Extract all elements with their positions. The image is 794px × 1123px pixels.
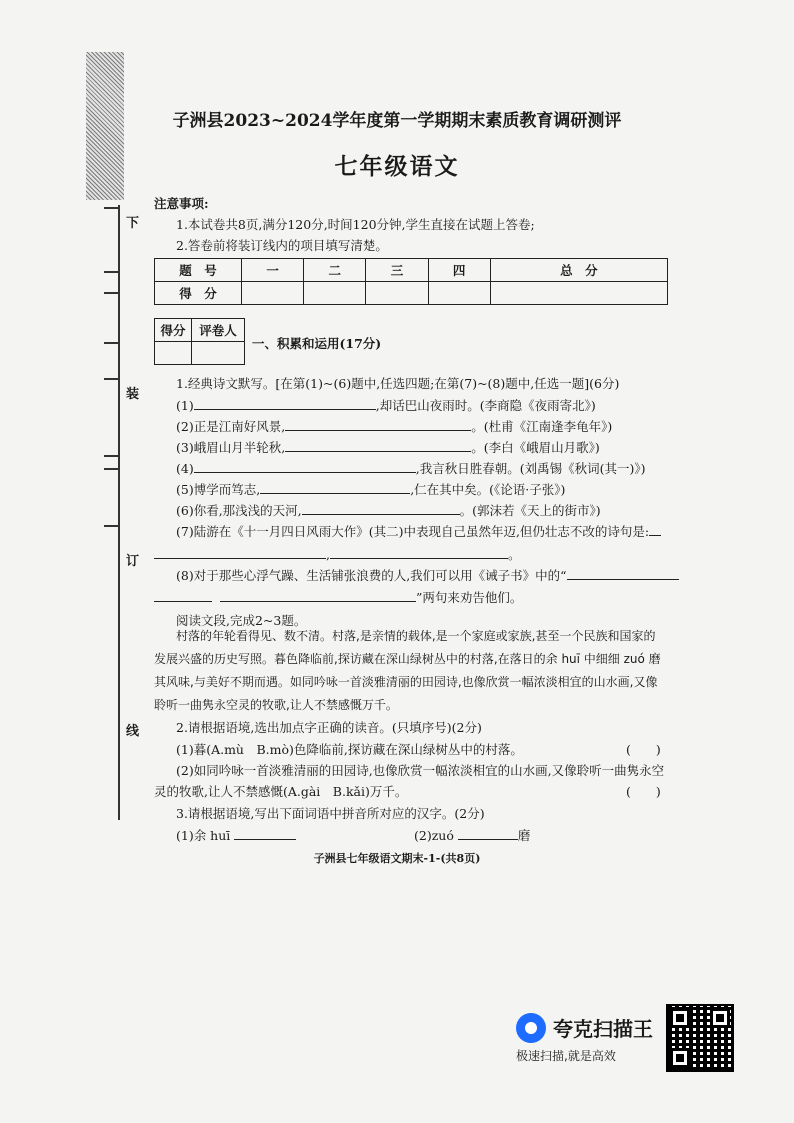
q1-item-7-end: 。 <box>507 547 521 562</box>
q1-item-3-suffix: 。(李白《峨眉山月歌》) <box>471 440 600 455</box>
binding-char-xian: 线 <box>126 724 140 739</box>
notes-heading: 注意事项: <box>154 196 209 211</box>
grader-name-header: 评卷人 <box>192 319 245 342</box>
section-title: 一、积累和运用(17分) <box>252 336 382 351</box>
answer-blank[interactable] <box>649 523 661 536</box>
q2-intro: 2.请根据语境,选出加点字正确的读音。(只填序号)(2分) <box>176 720 482 735</box>
grader-score-header: 得分 <box>155 319 192 342</box>
q1-item-6 <box>176 501 601 519</box>
passage-text: 村落的年轮看得见、数不清。村落,是亲情的载体,是一个家庭或家族,甚至一个民族和国家的发展兴盛的历史写照。暮色降临前,探访藏在深山绿树丛中的村落,在落日的余 huī 中细细 zuó 磨其风味,与美好不期而遇。如同吟咏一首淡雅清丽的田园诗,也像欣赏一幅浓淡相宜的山水画,又像聆听一曲隽永空灵的牧歌,让人不禁感慨万千。 <box>154 629 661 712</box>
score-cell[interactable] <box>428 282 490 305</box>
answer-blank[interactable] <box>194 397 376 410</box>
score-cell[interactable] <box>304 282 366 305</box>
q1-item-8-line2 <box>154 588 522 606</box>
q1-item-5-prefix: (5)博学而笃志, <box>176 482 261 497</box>
notes-item-1: 1.本试卷共8页,满分120分,时间120分钟,学生直接在试题上答卷; <box>176 217 535 232</box>
grader-table-row <box>155 319 245 342</box>
q2-item-2-line2: 灵的牧歌,让人不禁感慨(A.gài B.kǎi)万千。 <box>154 784 408 799</box>
passage-intro: 阅读文段,完成2~3题。 <box>176 613 307 628</box>
qr-code-icon[interactable] <box>666 1004 734 1072</box>
q1-item-5-suffix: ,仁在其中矣。(《论语·子张》) <box>410 482 566 497</box>
answer-blank[interactable] <box>302 502 460 515</box>
score-cell[interactable] <box>490 282 667 305</box>
q1-item-4 <box>176 459 645 477</box>
q1-item-8-end: ”两句来劝告他们。 <box>416 590 523 605</box>
score-table-col: 三 <box>366 259 428 282</box>
q1-item-7-line1 <box>176 522 661 540</box>
qr-finder-icon <box>670 1048 690 1068</box>
qr-finder-icon <box>670 1008 690 1028</box>
q1-item-7-text: (7)陆游在《十一月四日风雨大作》(其二)中表现自己虽然年迈,但仍壮志不改的诗句是: <box>176 524 650 539</box>
q1-item-6-suffix: 。(郭沫若《天上的街市》) <box>459 503 601 518</box>
answer-blank[interactable] <box>220 589 416 602</box>
q1-item-6-prefix: (6)你看,那浅浅的天河, <box>176 503 302 518</box>
score-table-label: 题 号 <box>155 259 242 282</box>
q1-item-8-line1 <box>176 566 679 584</box>
answer-blank[interactable] <box>285 418 471 431</box>
q1-item-1-suffix: ,却话巴山夜雨时。(李商隐《夜雨寄北》) <box>375 398 596 413</box>
answer-blank[interactable] <box>330 546 508 559</box>
q1-item-7-comma: , <box>326 547 330 562</box>
answer-blank[interactable] <box>285 439 471 452</box>
q1-item-2-suffix: 。(杜甫《江南逢李龟年》) <box>471 419 613 434</box>
q1-item-4-prefix: (4) <box>176 461 194 476</box>
scanner-slogan: 极速扫描,就是高效 <box>516 1049 616 1063</box>
q3-intro: 3.请根据语境,写出下面词语中拼音所对应的汉字。(2分) <box>176 806 485 821</box>
binding-char-ding: 订 <box>126 554 140 569</box>
score-table <box>154 258 668 305</box>
answer-blank[interactable] <box>458 827 518 840</box>
notes-item-2: 2.答卷前将装订线内的项目填写清楚。 <box>176 238 388 253</box>
q1-item-3-prefix: (3)峨眉山月半轮秋, <box>176 440 286 455</box>
q3-item-2-prefix: (2)zuó <box>414 828 454 843</box>
q3-item-2 <box>414 826 530 844</box>
score-table-col: 总 分 <box>490 259 667 282</box>
q3-item-2-suffix: 磨 <box>517 828 531 843</box>
answer-blank[interactable] <box>154 589 212 602</box>
q3-item-1 <box>176 826 296 844</box>
q1-item-4-suffix: ,我言秋日胜春朝。(刘禹锡《秋词(其一)》) <box>415 461 646 476</box>
answer-blank[interactable] <box>567 567 679 580</box>
q1-item-3 <box>176 438 600 456</box>
q1-item-1 <box>176 396 596 414</box>
q1-item-2 <box>176 417 612 435</box>
score-table-label: 得 分 <box>155 282 242 305</box>
answer-blank[interactable] <box>260 481 410 494</box>
q1-intro: 1.经典诗文默写。[在第(1)~(6)题中,任选四题;在第(7)~(8)题中,任选一题](6分) <box>176 376 620 391</box>
grader-table <box>154 318 245 365</box>
quark-scanner-logo-icon <box>516 1013 546 1043</box>
grader-score-cell[interactable] <box>155 342 192 365</box>
score-table-col: 四 <box>428 259 490 282</box>
q1-item-8-text: (8)对于那些心浮气躁、生活铺张浪费的人,我们可以用《诫子书》中的“ <box>176 568 567 583</box>
answer-blank[interactable] <box>194 460 416 473</box>
q1-item-5 <box>176 480 565 498</box>
q1-item-2-prefix: (2)正是江南好风景, <box>176 419 286 434</box>
qr-finder-icon <box>710 1008 730 1028</box>
page-footer: 子洲县七年级语文期末-1-(共8页) <box>313 852 481 865</box>
score-table-row <box>155 259 668 282</box>
binding-bracket <box>104 207 120 273</box>
binding-char-zhuang: 装 <box>126 387 140 402</box>
answer-blank[interactable] <box>154 546 326 559</box>
score-cell[interactable] <box>366 282 428 305</box>
answer-blank[interactable] <box>234 827 296 840</box>
binding-bracket <box>104 468 120 527</box>
binding-bracket <box>104 292 120 344</box>
q2-item-2-answer[interactable]: ( ) <box>626 784 661 799</box>
score-table-row <box>155 282 668 305</box>
binding-char-xia: 下 <box>126 216 140 231</box>
grader-name-cell[interactable] <box>192 342 245 365</box>
exam-subject: 七年级语文 <box>334 153 460 180</box>
q2-item-2-line1: (2)如同吟咏一首淡雅清丽的田园诗,也像欣赏一幅浓淡相宜的山水画,又像聆听一曲隽永空 <box>176 763 665 778</box>
score-cell[interactable] <box>242 282 304 305</box>
grader-table-row <box>155 342 245 365</box>
q1-item-1-prefix: (1) <box>176 398 194 413</box>
q3-item-1-text: (1)余 huī <box>176 828 231 843</box>
q2-item-1-answer[interactable]: ( ) <box>626 742 661 757</box>
exam-title: 子洲县2023~2024学年度第一学期期末素质教育调研测评 <box>172 111 622 131</box>
q1-item-7-line2 <box>154 545 521 563</box>
q2-item-1: (1)暮(A.mù B.mò)色降临前,探访藏在深山绿树丛中的村落。 <box>176 742 523 757</box>
score-table-col: 一 <box>242 259 304 282</box>
binding-bracket <box>104 378 120 457</box>
scanner-brand-name: 夸克扫描王 <box>553 1017 653 1041</box>
score-table-col: 二 <box>304 259 366 282</box>
